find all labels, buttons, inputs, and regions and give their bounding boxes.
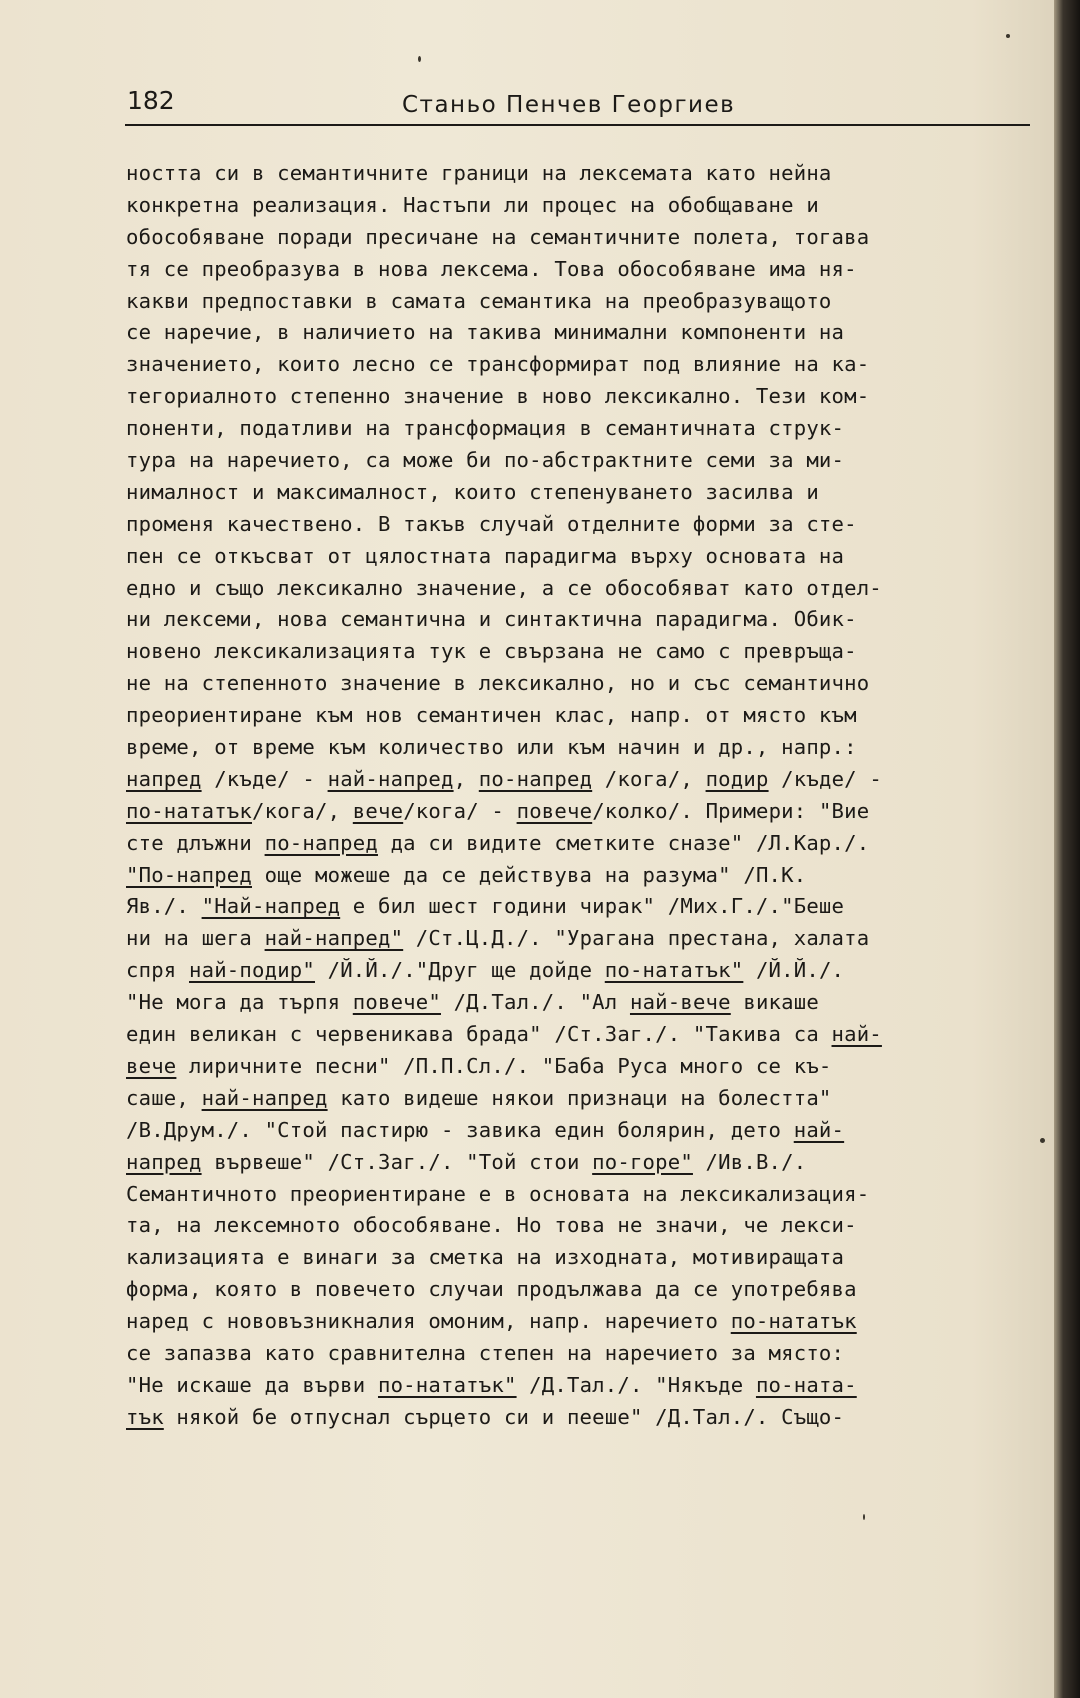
underlined-example: "Най-напред [201,894,341,919]
text-line [126,796,1036,828]
text-line [126,700,1036,732]
text-segment: нималност и максималност, които степенуването засилва и [126,479,819,504]
text-line [126,477,1036,509]
underlined-example: по-горе" [592,1149,693,1174]
body-text [126,158,1036,1434]
text-segment: спря [126,958,189,983]
text-segment: /колко/. Примери: "Вие [592,798,870,823]
text-segment: един великан с червеникава брада" /Ст.Заг./. "Такива са [126,1022,832,1047]
text-line [126,1402,1036,1434]
text-segment: едно и също лексикално значение, а се обособяват като отдел- [126,575,882,600]
page-binding-edge [1054,0,1080,1698]
text-line [126,445,1036,477]
underlined-example: по-напред [478,766,593,791]
paper-speck [1040,1138,1045,1143]
underlined-example: вече [352,798,404,823]
text-segment: сте длъжни [126,830,265,855]
underlined-example: вече [126,1053,177,1078]
underlined-example: най-напред [327,766,454,791]
underlined-example: подир [705,766,769,791]
text-segment: вървеше" /Ст.Заг./. "Той стои [201,1149,593,1174]
text-segment: не на степенното значение в лексикално, но и със семантично [126,671,870,696]
text-line [126,1338,1036,1370]
text-segment: значението, които лесно се трансформират под влияние на ка- [126,352,870,377]
underlined-example: напред [126,766,202,791]
text-line [126,381,1036,413]
page-header [125,80,1030,126]
text-segment: какви предпоставки в самата семантика на преобразуващото [126,288,832,313]
text-segment: ни на шега [126,926,265,951]
text-line [126,413,1036,445]
text-segment: новено лексикализацията тук е свързана не само с превръща- [126,639,857,664]
text-segment: обособяване поради пресичане на семантичните полета, тогава [126,224,870,249]
text-line [126,190,1036,222]
text-line [126,541,1036,573]
text-line [126,573,1036,605]
text-segment: Яв./. [126,894,202,919]
text-segment: /Й.Й./."Друг ще дойде [315,958,605,983]
text-segment: /къде/ - [201,766,328,791]
underlined-example: "По-напред [126,862,252,887]
text-segment: тегориалното степенно значение в ново лексикално. Тези ком- [126,384,870,409]
text-segment: /Д.Тал./. "Ал [440,990,630,1015]
text-line [126,222,1036,254]
paper-speck [863,1514,865,1520]
text-segment: Семантичното преориентиране е в основата на лексикализация- [126,1181,870,1206]
paper-speck [1006,34,1010,38]
text-segment: е бил шест години чирак" /Мих.Г./."Беше [340,894,845,919]
text-segment: тя се преобразува в нова лексема. Това обособяване има ня- [126,256,857,281]
text-line [126,286,1036,318]
text-segment: променя качествено. В такъв случай отделните форми за сте- [126,511,857,536]
paper-speck [418,56,421,62]
text-segment: /Ив.В./. [692,1149,807,1174]
text-line [126,668,1036,700]
text-segment: та, на лексемното обособяване. Но това не значи, че лекси- [126,1213,857,1238]
text-segment: /Й.Й./. [743,958,845,983]
text-segment: ни лексеми, нова семантична и синтактична парадигма. Обик- [126,607,857,632]
text-segment: наред с нововъзникналия омоним, напр. наречието [126,1309,731,1334]
running-head: Станьо Пенчев Георгиев [402,92,736,118]
text-line [126,1306,1036,1338]
text-segment: тура на наречието, са може би по-абстрактните семи за ми- [126,448,845,473]
text-segment: преориентиране към нов семантичен клас, напр. от място към [126,703,857,728]
text-line [126,317,1036,349]
text-segment: кализацията е винаги за сметка на изходната, мотивиращата [126,1245,845,1270]
text-segment: /кога/, [592,766,706,791]
underlined-example: най-напред [201,1085,328,1110]
text-segment: /В.Друм./. "Стой пастирю - завика един болярин, дето [126,1117,794,1142]
text-segment: викаше [730,990,819,1015]
underlined-example: напред [126,1149,202,1174]
text-line [126,732,1036,764]
text-line [126,828,1036,860]
text-segment: конкретна реализация. Настъпи ли процес на обобщаване и [126,192,819,217]
text-line [126,254,1036,286]
text-segment: саше, [126,1085,202,1110]
text-segment: поненти, податливи на трансформация в семантичната струк- [126,416,845,441]
text-line [126,1051,1036,1083]
text-line [126,1019,1036,1051]
underlined-example: най-вече [629,990,731,1015]
underlined-example: по-напред [264,830,378,855]
text-segment: , [453,766,479,791]
text-line [126,860,1036,892]
text-line [126,923,1036,955]
text-line [126,987,1036,1019]
text-segment: "Не искаше да върви [126,1372,378,1397]
underlined-example: най-напред" [264,926,404,951]
text-segment: /къде/ - [768,766,882,791]
underlined-example: най- [793,1117,845,1142]
text-line [126,1115,1036,1147]
text-line [126,891,1036,923]
text-line [126,1210,1036,1242]
text-line [126,636,1036,668]
text-line [126,604,1036,636]
text-segment: се наречие, в наличието на такива минимални компоненти на [126,320,845,345]
underlined-example: най- [831,1022,882,1047]
underlined-example: по-нататък [126,798,252,823]
text-line [126,1274,1036,1306]
text-segment: /кога/, [252,798,353,823]
text-segment: да си видите сметките сназе" /Л.Кар./. [377,830,870,855]
underlined-example: тък [126,1404,164,1429]
text-segment: време, от време към количество или към начин и др., напр.: [126,735,857,760]
text-line [126,1083,1036,1115]
text-line [126,349,1036,381]
text-line [126,764,1036,796]
text-segment: някой бе отпуснал сърцето си и пееше" /Д.Тал./. Също- [163,1404,845,1429]
underlined-example: най-подир" [189,958,315,983]
text-line [126,1147,1036,1179]
text-line [126,955,1036,987]
text-line [126,1242,1036,1274]
text-segment: форма, която в повечето случаи продължава да се употребява [126,1277,857,1302]
text-line [126,509,1036,541]
underlined-example: повече" [352,990,441,1015]
text-segment: ността си в семантичните граници на лексемата като нейна [126,161,832,185]
underlined-example: повече [516,798,593,823]
underlined-example: по-ната- [755,1372,857,1397]
underlined-example: по-нататък" [604,958,744,983]
underlined-example: по-нататък" [377,1372,517,1397]
text-segment: лиричните песни" /П.П.Сл./. "Баба Руса много се къ- [176,1053,832,1078]
text-segment: пен се откъсват от цялостната парадигма върху основата на [126,543,845,568]
text-line [126,158,1036,190]
text-segment: /Ст.Ц.Д./. "Урагана престана, халата [403,926,870,951]
text-segment: /кога/ - [403,798,517,823]
text-line [126,1370,1036,1402]
text-segment: "Не мога да търпя [126,990,353,1015]
underlined-example: по-нататък [730,1309,857,1334]
text-segment: като видеше някои признаци на болестта" [327,1085,832,1110]
text-segment: /Д.Тал./. "Някъде [516,1372,756,1397]
text-segment: се запазва като сравнителна степен на наречието за място: [126,1340,845,1365]
text-line [126,1179,1036,1211]
page-number: 182 [127,86,175,115]
text-segment: още можеше да се действува на разума" /П.К. [252,862,807,887]
